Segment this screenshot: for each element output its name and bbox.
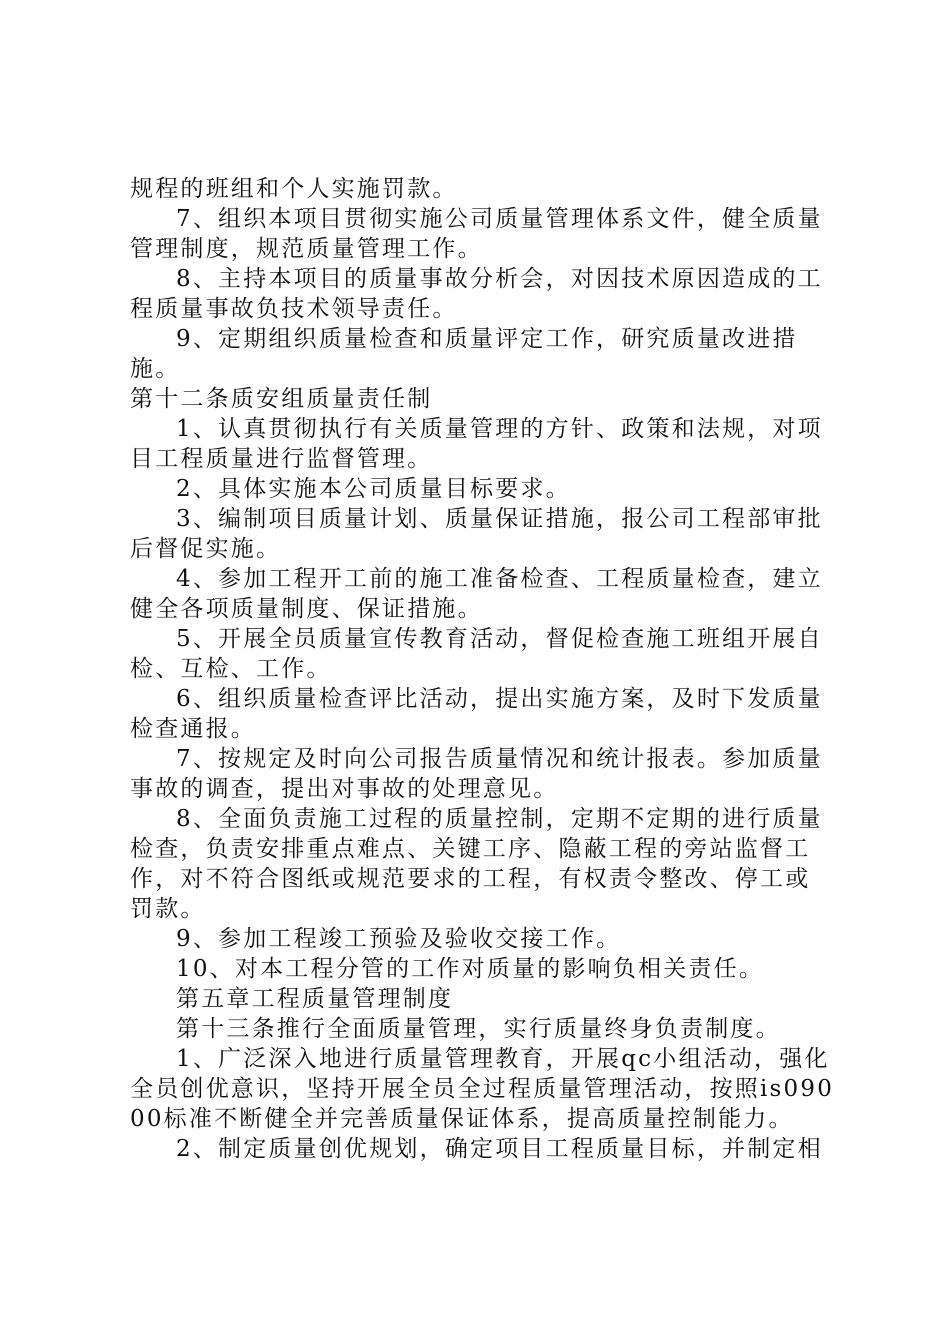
paragraph-item-8b: 8、全面负责施工过程的质量控制，定期不定期的进行质量检查，负责安排重点难点、关键工序、隐蔽工程的旁站监督工作，对不符合图纸或规范要求的工程，有权责令整改、停工或罚款。 [130, 806, 823, 922]
paragraph-item-9: 9、定期组织质量检查和质量评定工作，研究质量改进措施。 [130, 326, 798, 382]
paragraph-item-7: 7、组织本项目贯彻实施公司质量管理体系文件，健全质量管理制度，规范质量管理工作。 [130, 206, 823, 262]
document-body [130, 174, 835, 1164]
paragraph-item-9b: 9、参加工程竣工预验及验收交接工作。 [176, 926, 622, 952]
paragraph-item-6: 6、组织质量检查评比活动，提出实施方案，及时下发质量检查通报。 [130, 686, 823, 742]
paragraph-item-4: 4、参加工程开工前的施工准备检查、工程质量检查，建立健全各项质量制度、保证措施。 [130, 566, 823, 622]
paragraph-item-1: 1、认真贯彻执行有关质量管理的方针、政策和法规，对项目工程质量进行监督管理。 [130, 416, 823, 472]
chapter-heading-5: 第五章工程质量管理制度 [176, 986, 454, 1012]
paragraph-item-1b: 1、广泛深入地进行质量管理教育，开展qc小组活动，强化全员创优意识，坚持开展全员全过程质量管理活动，按照is09000标准不断健全并完善质量保证体系，提高质量控制能力。 [130, 1046, 835, 1132]
paragraph-item-8: 8、主持本项目的质量事故分析会，对因技术原因造成的工程质量事故负技术领导责任。 [130, 266, 823, 322]
paragraph-item-7b: 7、按规定及时向公司报告质量情况和统计报表。参加质量事故的调查，提出对事故的处理意见。 [130, 746, 823, 802]
section-heading-article-12: 第十二条质安组质量责任制 [130, 386, 433, 412]
paragraph-item-3: 3、编制项目质量计划、质量保证措施，报公司工程部审批后督促实施。 [130, 506, 823, 562]
section-heading-article-13: 第十三条推行全面质量管理，实行质量终身负责制度。 [176, 1016, 781, 1042]
paragraph-item-10: 10、对本工程分管的工作对质量的影响负相关责任。 [176, 956, 765, 982]
paragraph-item-2b: 2、制定质量创优规划，确定项目工程质量目标，并制定相 [176, 1136, 823, 1162]
paragraph-continuation: 规程的班组和个人实施罚款。 [130, 176, 458, 202]
paragraph-item-2: 2、具体实施本公司质量目标要求。 [176, 476, 571, 502]
paragraph-item-5: 5、开展全员质量宣传教育活动，督促检查施工班组开展自检、互检、工作。 [130, 626, 823, 682]
